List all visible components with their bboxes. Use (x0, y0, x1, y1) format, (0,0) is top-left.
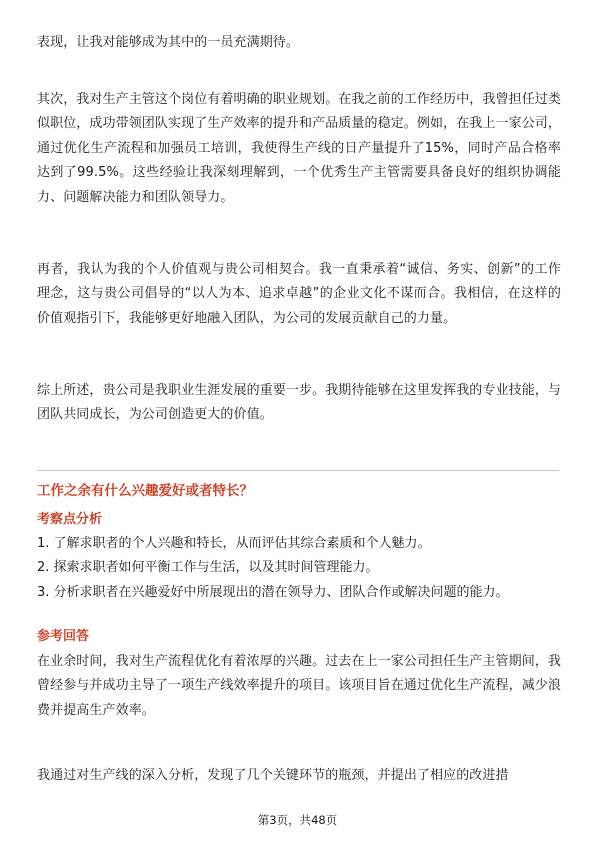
answer-heading: 参考回答 (37, 629, 90, 644)
answer-paragraph-1: 在业余时间，我对生产流程优化有着浓厚的兴趣。过去在上一家公司担任生产主管期间，我曾经参与并成功主导了一项生产线效率提升的项目。该项目旨在通过优化生产流程，减少浪费并提高生产效率。 (37, 654, 562, 718)
paragraph-intro-end: 表现，让我对能够成为其中的一员充满期待。 (37, 35, 300, 50)
paragraph-summary: 综上所述，贵公司是我职业生涯发展的重要一步。我期待能够在这里发挥我的专业技能，与团队共同成长，为公司创造更大的价值。 (37, 383, 562, 423)
section-divider (37, 470, 559, 471)
analysis-item: 2. 探索求职者如何平衡工作与生活，以及其时间管理能力。 (37, 560, 379, 576)
analysis-heading: 考察点分析 (37, 512, 103, 527)
paragraph-values: 再者，我认为我的个人价值观与贵公司相契合。我一直秉承着“诚信、务实、创新”的工作理念，这与贵公司倡导的“以人为本、追求卓越”的企业文化不谋而合。我相信，在这样的价值观指引下，我能够更好地融入团队，为公司的发展贡献自己的力量。 (37, 262, 561, 326)
analysis-item: 3. 分析求职者在兴趣爱好中所展现出的潜在领导力、团队合作或解决问题的能力。 (37, 584, 509, 600)
question-title: 工作之余有什么兴趣爱好或者特长？ (37, 483, 253, 499)
analysis-item: 1. 了解求职者的个人兴趣和特长，从而评估其综合素质和个人魅力。 (37, 536, 431, 551)
answer-paragraph-2: 我通过对生产线的深入分析，发现了几个关键环节的瓶颈，并提出了相应的改进措 (37, 768, 509, 783)
page-number: 第3页，共48页 (257, 813, 338, 827)
paragraph-career-plan: 其次，我对生产主管这个岗位有着明确的职业规划。在我之前的工作经历中，我曾担任过类似职位，成功带领团队实现了生产效率的提升和产品质量的稳定。例如，在我上一家公司，通过优化生产流程和加强员工培训，我使得生产线的日产量提升了15%，同时产品合格率达到了99.5%。这些经验让我深刻理解到，一个优秀生产主管需要具备良好的组织协调能力、问题解决能力和团队领导力。 (37, 92, 562, 205)
analysis-list (37, 532, 561, 605)
